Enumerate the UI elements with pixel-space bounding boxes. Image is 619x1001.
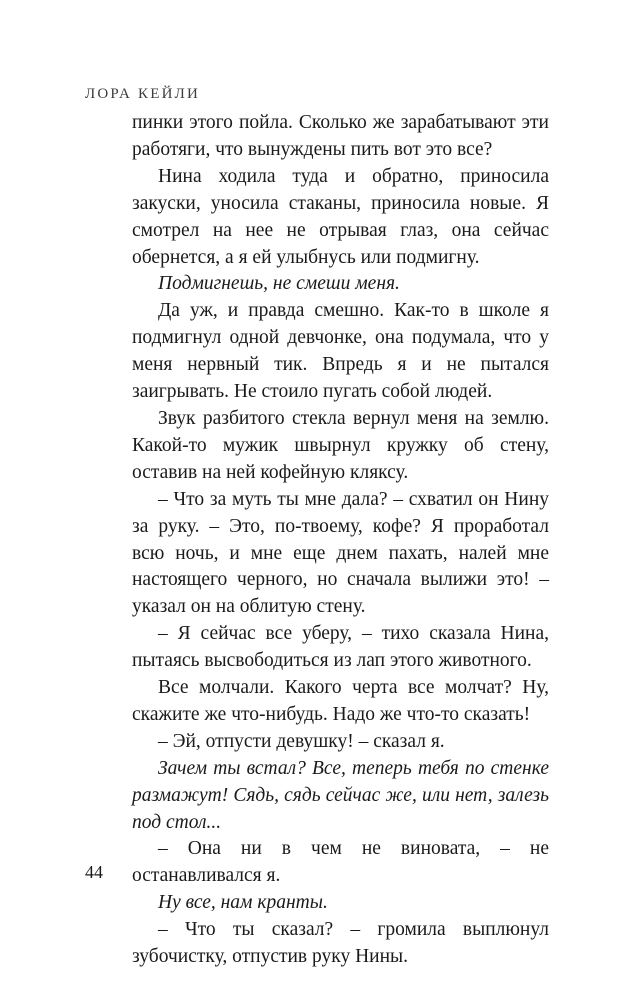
dialogue-line: – Она ни в чем не виновата, – не останавливался я. (132, 838, 549, 887)
dialogue-line: – Я сейчас все уберу, – тихо сказала Нина, пытаясь высвободиться из лап этого животного. (132, 623, 549, 672)
dialogue-line: – Что ты сказал? – громила выплюнул зубочистку, отпустив руку Нины. (132, 919, 549, 968)
dialogue-line: – Что за муть ты мне дала? – схватил он Нину за руку. – Это, по-твоему, кофе? Я проработал всю ночь, и мне еще днем пахать, налей мне настоящего черного, но сначала вылижи это! – указал он на облитую стену. (132, 488, 549, 618)
inner-thought: Ну все, нам кранты. (158, 892, 328, 914)
body-text (132, 110, 549, 971)
dialogue-line: – Эй, отпусти девушку! – сказал я. (158, 730, 445, 752)
paragraph: Да уж, и правда смешно. Как-то в школе я подмигнул одной девчонке, она подумала, что у меня нервный тик. Впредь я и не пытался заигрывать. Не стоило пугать собой людей. (132, 300, 549, 403)
page-number: 44 (85, 862, 103, 882)
paragraph: пинки этого пойла. Сколько же зарабатывают эти работяги, что вынуждены пить вот это все? (132, 112, 549, 160)
running-head: ЛОРА КЕЙЛИ (85, 86, 201, 102)
inner-thought: Подмигнешь, не смеши меня. (158, 273, 400, 295)
paragraph: Все молчали. Какого черта все молчат? Ну, скажите же что-нибудь. Надо же что-то сказать! (132, 677, 549, 725)
inner-thought: Зачем ты встал? Все, теперь тебя по стенке размажут! Сядь, сядь сейчас же, или нет, залезь под стол... (132, 757, 549, 833)
paragraph: Нина ходила туда и обратно, приносила закуски, уносила стаканы, приносила новые. Я смотрел на нее не отрывая глаз, она сейчас обернется, а я ей улыбнусь или подмигну. (132, 165, 549, 268)
paragraph: Звук разбитого стекла вернул меня на землю. Какой-то мужик швырнул кружку об стену, оставив на ней кофейную кляксу. (132, 407, 549, 483)
